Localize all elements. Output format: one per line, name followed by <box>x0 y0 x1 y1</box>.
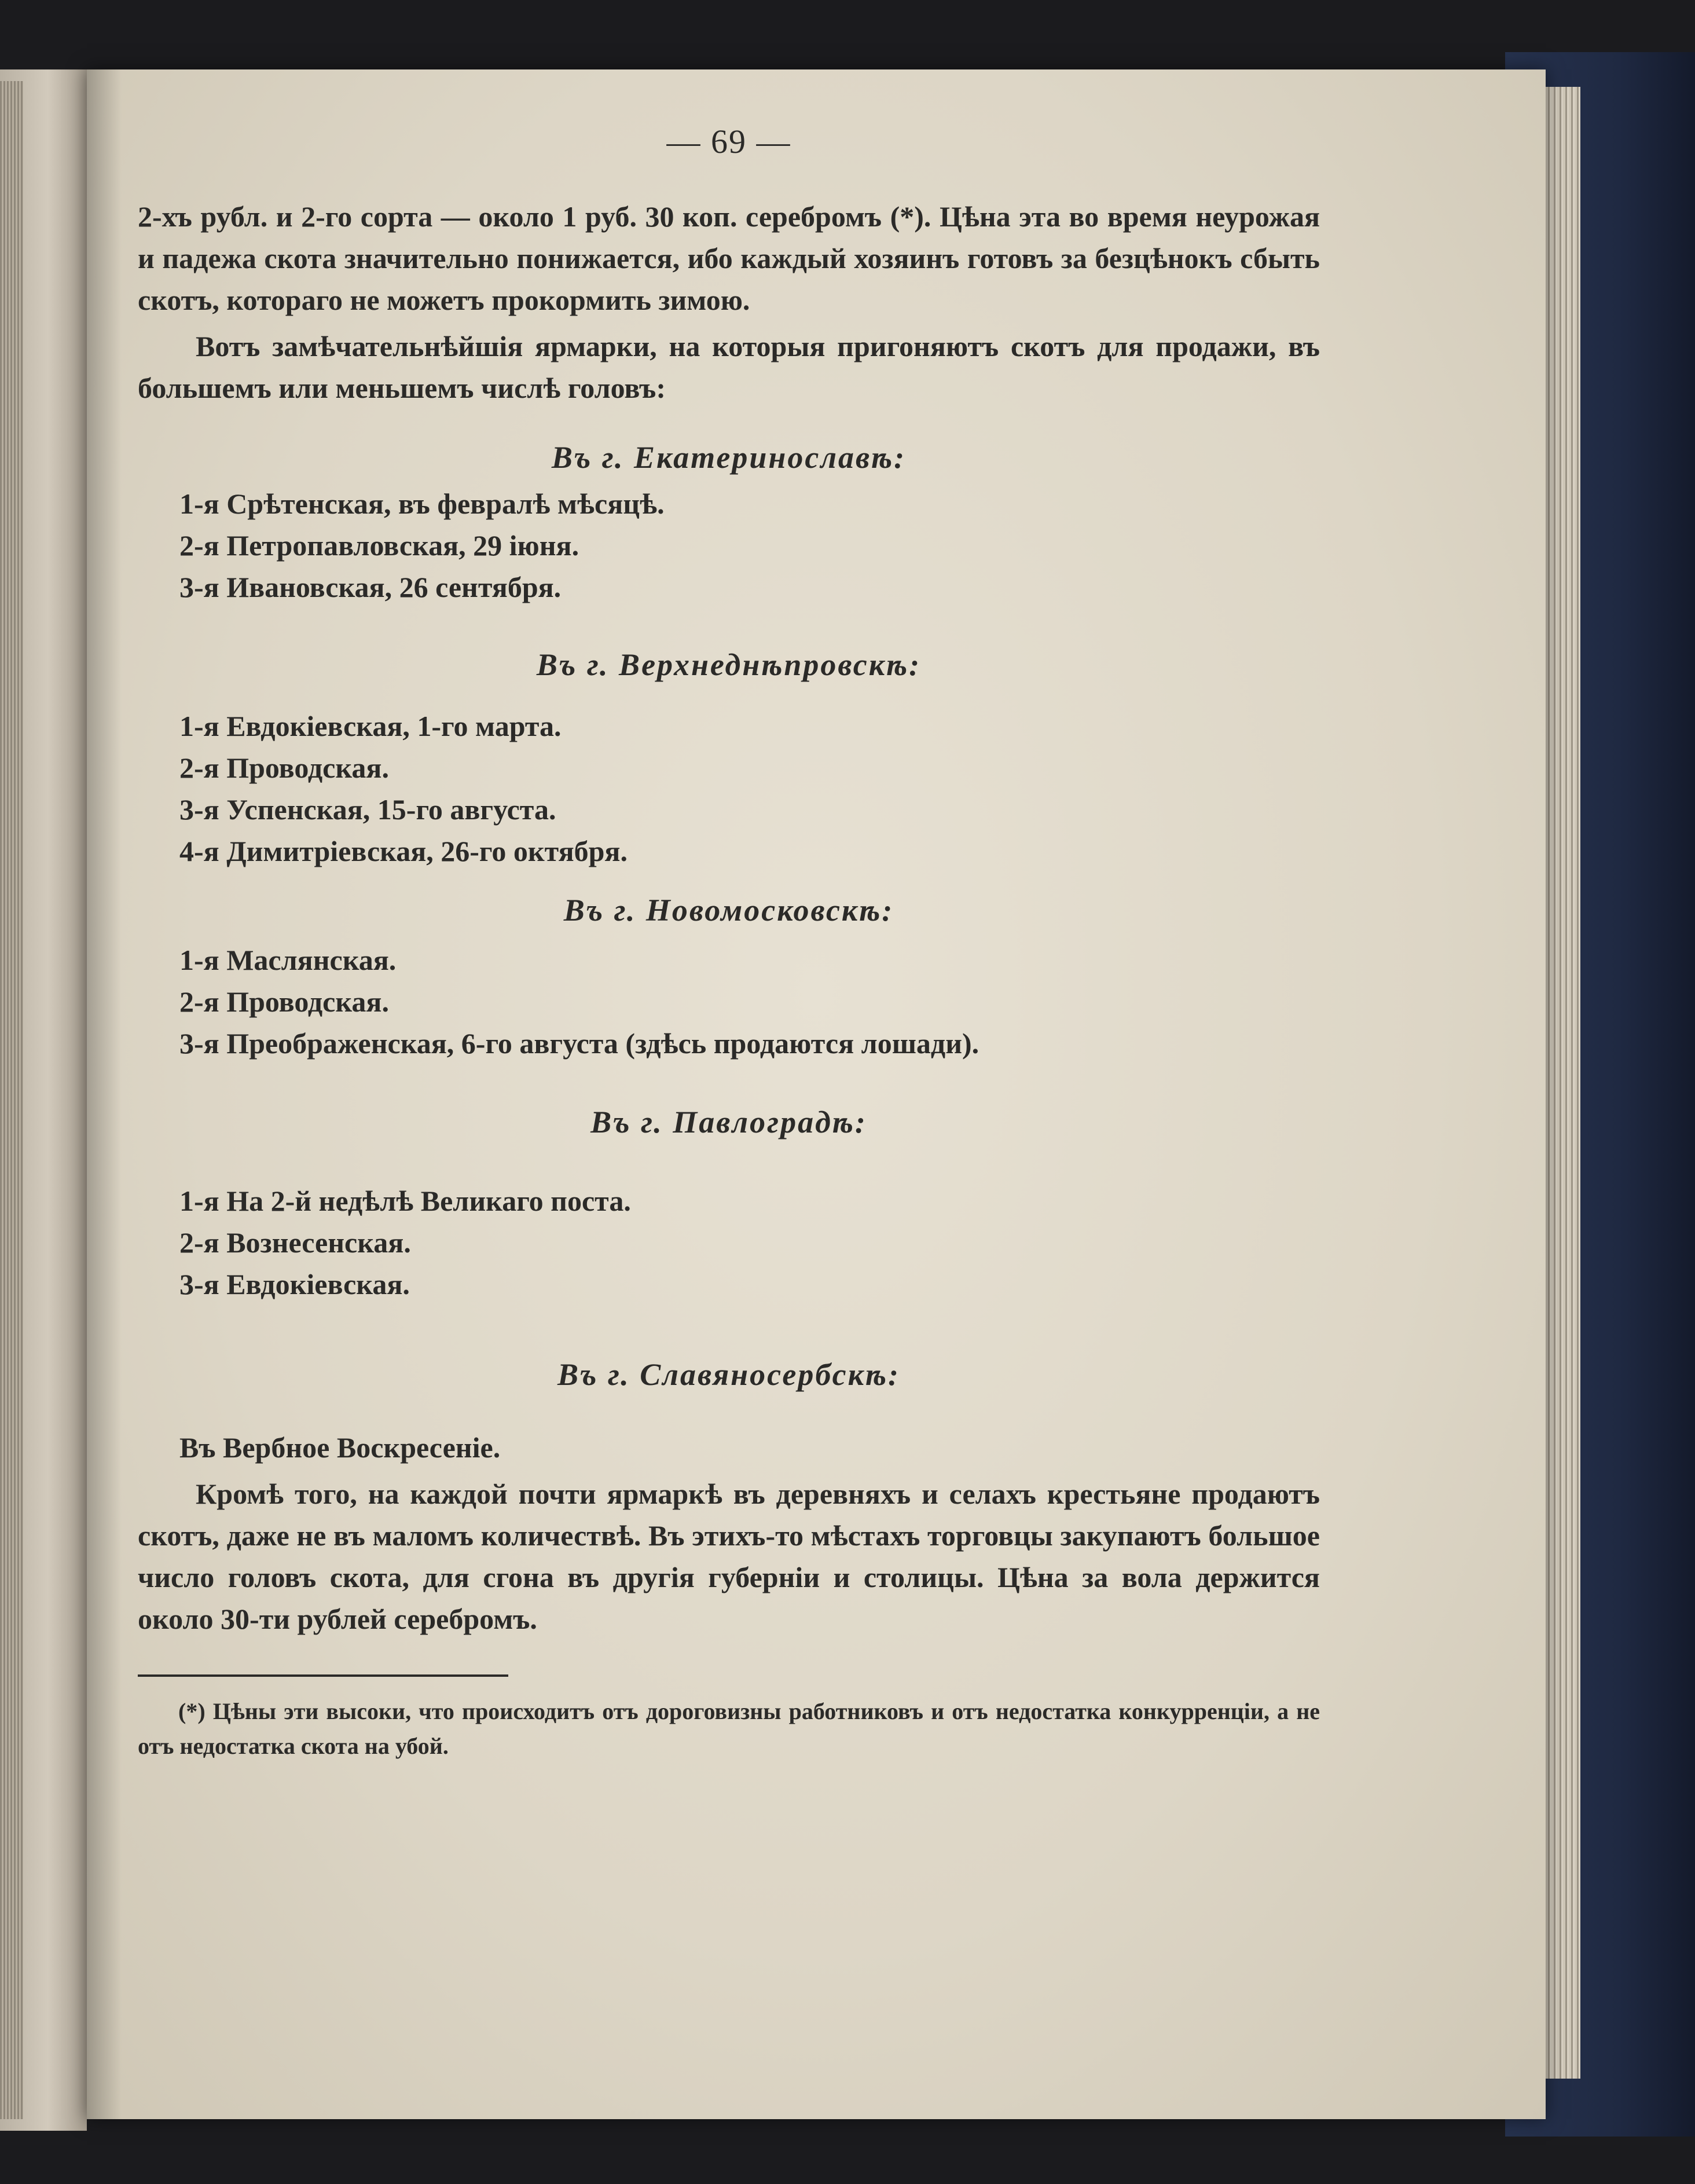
page-gutter-shadow <box>87 69 122 2119</box>
footnote: (*) Цѣны эти высоки, что происходитъ отъ дороговизны работниковъ и отъ недостатка конкурренціи, а не отъ недостатка скота на убой. <box>138 1698 1320 1759</box>
town-heading: Въ г. Новомосковскѣ: <box>563 893 894 928</box>
fair-item: 2-я Петропавловская, 29 іюня. <box>179 529 579 562</box>
lead-paragraph: Вотъ замѣчательнѣйшія ярмарки, на которыя пригоняютъ скотъ для продажи, въ большемъ или меньшемъ числѣ головъ: <box>138 330 1320 404</box>
fair-item: 1-я Срѣтенская, въ февралѣ мѣсяцѣ. <box>179 488 665 520</box>
page-number: — 69 — <box>666 123 791 160</box>
fair-item: Въ Вербное Воскресеніе. <box>179 1431 501 1464</box>
footnote-rule <box>138 1674 508 1677</box>
intro-paragraph: 2-хъ рубл. и 2-го сорта — около 1 руб. 30 коп. серебромъ (*). Цѣна эта во время неурожая и падежа скота значительно понижается, ибо каждый хозяинъ готовъ за безцѣнокъ сбыть скотъ, котораго не можетъ прокормить зимою. <box>138 200 1320 316</box>
fair-item: 4-я Димитріевская, 26-го октября. <box>179 835 628 867</box>
closing-paragraph: Кромѣ того, на каждой почти ярмаркѣ въ деревняхъ и селахъ крестьяне продаютъ скотъ, даже не въ маломъ количествѣ. Въ этихъ-то мѣстахъ торговцы закупаютъ большое число головъ скота, для сгона въ другія губерніи и столицы. Цѣна за вола держится около 30-ти рублей серебромъ. <box>138 1478 1320 1635</box>
fair-item: 1-я Маслянская. <box>179 944 397 976</box>
page-edges-left <box>0 81 23 2119</box>
fair-item: 3-я Евдокіевская. <box>179 1268 410 1300</box>
fair-item: 1-я Евдокіевская, 1-го марта. <box>179 710 562 742</box>
fair-item: 2-я Проводская. <box>179 752 389 784</box>
town-heading: Въ г. Славяносербскѣ: <box>557 1357 900 1392</box>
town-heading: Въ г. Павлоградѣ: <box>590 1105 867 1139</box>
town-heading: Въ г. Екатеринославѣ: <box>551 440 907 475</box>
fair-item: 2-я Вознесенская. <box>179 1226 411 1259</box>
page-text <box>138 116 1320 1764</box>
fair-item: 2-я Проводская. <box>179 985 389 1018</box>
town-heading: Въ г. Верхнеднѣпровскѣ: <box>536 647 922 682</box>
fair-item: 3-я Преображенская, 6-го августа (здѣсь продаются лошади). <box>179 1027 979 1060</box>
fair-item: 3-я Успенская, 15-го августа. <box>179 793 556 826</box>
fair-item: 3-я Ивановская, 26 сентября. <box>179 571 562 603</box>
fair-item: 1-я На 2-й недѣлѣ Великаго поста. <box>179 1185 631 1217</box>
